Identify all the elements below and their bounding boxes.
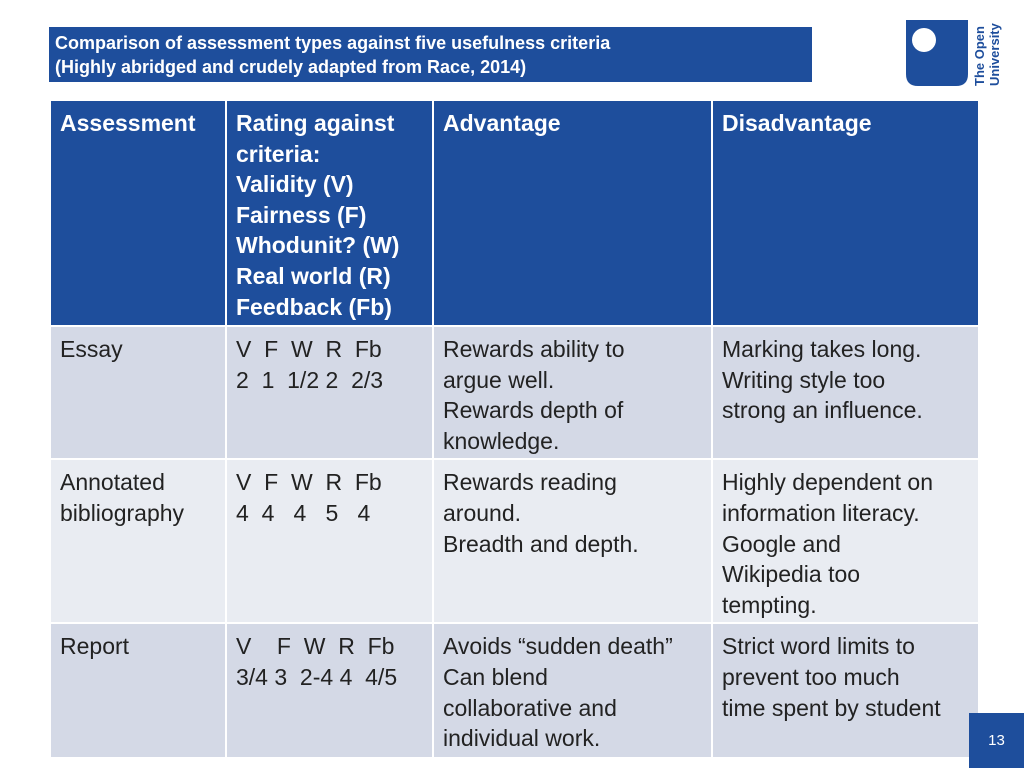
cell-line: collaborative and — [443, 694, 617, 721]
cell-line: Rewards reading — [443, 469, 617, 496]
slide-title — [49, 27, 812, 82]
cell-disadvantage — [712, 326, 979, 459]
cell-line: around. — [443, 499, 522, 526]
cell-line: Can blend — [443, 663, 548, 690]
header-rating-line: Fairness (F) — [236, 201, 367, 228]
cell-line: prevent too much — [722, 663, 900, 690]
table-row — [50, 459, 979, 623]
title-line-1: Comparison of assessment types against five usefulness criteria — [55, 33, 611, 53]
cell-assessment — [50, 326, 226, 459]
header-rating-line: Rating against — [236, 110, 395, 136]
open-university-logo — [906, 20, 1002, 88]
header-rating-line: Whodunit? (W) — [236, 232, 400, 259]
title-line-2: (Highly abridged and crudely adapted from Race, 2014) — [55, 57, 527, 77]
header-rating-line: Real world (R) — [236, 262, 391, 289]
table-row — [50, 623, 979, 758]
cell-disadvantage — [712, 623, 979, 758]
cell-line: individual work. — [443, 725, 601, 752]
cell-advantage — [433, 459, 712, 623]
cell-rating — [226, 326, 433, 459]
cell-line: Breadth and depth. — [443, 530, 639, 557]
cell-line: knowledge. — [443, 427, 560, 454]
cell-line: Annotated — [60, 469, 165, 496]
cell-line: 4 4 4 5 4 — [236, 499, 371, 526]
cell-line: Essay — [60, 336, 123, 362]
cell-line: Highly dependent on — [722, 469, 933, 496]
cell-line: information literacy. — [722, 499, 920, 526]
table-header-row — [50, 100, 979, 326]
assessment-comparison-table — [49, 99, 980, 759]
cell-line: tempting. — [722, 591, 817, 618]
cell-line: Wikipedia too — [722, 561, 861, 588]
cell-advantage — [433, 326, 712, 459]
header-rating-line: Validity (V) — [236, 171, 354, 198]
cell-line: argue well. — [443, 366, 555, 393]
cell-line: 2 1 1/2 2 2/3 — [236, 366, 384, 393]
header-rating-line: criteria: — [236, 140, 321, 167]
cell-line: 3/4 3 2-4 4 4/5 — [236, 663, 398, 690]
table-row — [50, 326, 979, 459]
header-rating — [226, 100, 433, 326]
cell-line: Marking takes long. — [722, 336, 922, 362]
cell-line: V F W R Fb — [236, 633, 395, 660]
cell-advantage — [433, 623, 712, 758]
logo-text-line-1: The Open — [972, 26, 987, 86]
header-assessment: Assessment — [50, 100, 226, 326]
cell-line: strong an influence. — [722, 397, 923, 424]
header-rating-line: Feedback (Fb) — [236, 293, 392, 320]
cell-assessment — [50, 623, 226, 758]
cell-line: Rewards ability to — [443, 336, 625, 362]
logo-text-line-2: University — [987, 23, 1002, 86]
cell-line: V F W R Fb — [236, 336, 382, 362]
cell-assessment — [50, 459, 226, 623]
cell-line: Avoids “sudden death” — [443, 633, 673, 660]
cell-rating — [226, 459, 433, 623]
header-advantage: Advantage — [433, 100, 712, 326]
cell-disadvantage — [712, 459, 979, 623]
cell-line: time spent by student — [722, 694, 941, 721]
page-number: 13 — [969, 713, 1024, 768]
cell-line: V F W R Fb — [236, 469, 382, 496]
cell-line: bibliography — [60, 499, 185, 526]
cell-line: Writing style too — [722, 366, 886, 393]
header-disadvantage: Disadvantage — [712, 100, 979, 326]
cell-line: Report — [60, 633, 130, 660]
cell-rating — [226, 623, 433, 758]
cell-line: Google and — [722, 530, 841, 557]
cell-line: Rewards depth of — [443, 397, 624, 424]
cell-line: Strict word limits to — [722, 633, 915, 660]
